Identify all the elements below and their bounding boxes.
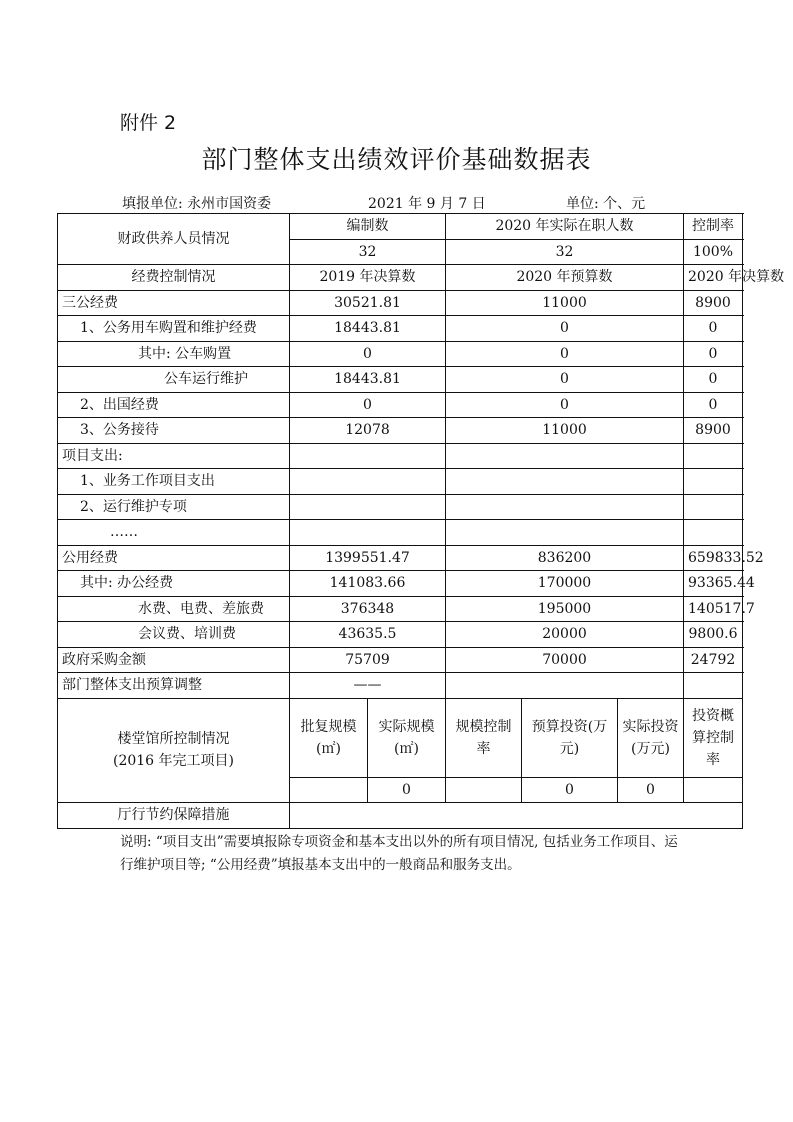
row-value: 9800.6 — [684, 622, 743, 648]
row-value: 1399551.47 — [290, 545, 446, 571]
row-value: 43635.5 — [290, 622, 446, 648]
staff-value: 32 — [446, 239, 684, 265]
row-value: 170000 — [446, 571, 684, 597]
row-value — [446, 494, 684, 520]
row-value: 18443.81 — [290, 367, 446, 393]
building-value — [684, 777, 743, 803]
row-value: 659833.52 — [684, 545, 743, 571]
table-row — [58, 367, 743, 393]
building-label-line2: (2016 年完工项目) — [112, 753, 234, 770]
row-value: 0 — [290, 341, 446, 367]
row-value: 140517.7 — [684, 596, 743, 622]
building-header: 批复规模(㎡) — [290, 698, 368, 777]
building-value: 0 — [618, 777, 684, 803]
table-row — [58, 443, 743, 469]
filing-unit: 填报单位: 永州市国资委 — [122, 196, 272, 212]
building-label-line1: 楼堂馆所控制情况 — [117, 731, 230, 748]
row-label: 1、公务用车购置和维护经费 — [58, 316, 290, 342]
table-row — [58, 469, 743, 495]
row-value: 141083.66 — [290, 571, 446, 597]
budget-adjust-label: 部门整体支出预算调整 — [58, 673, 290, 699]
table-row — [58, 571, 743, 597]
table-row — [58, 596, 743, 622]
row-label: 会议费、培训费 — [58, 622, 290, 648]
building-value: 0 — [522, 777, 618, 803]
staff-value: 100% — [684, 239, 743, 265]
row-value: 8900 — [684, 418, 743, 444]
row-value — [684, 469, 743, 495]
row-value: 0 — [684, 367, 743, 393]
savings-row — [58, 803, 743, 829]
row-label: 1、业务工作项目支出 — [58, 469, 290, 495]
expense-header-row — [58, 265, 743, 291]
row-label: …… — [58, 520, 290, 546]
row-value — [684, 520, 743, 546]
row-value — [446, 520, 684, 546]
table-row — [58, 341, 743, 367]
row-value — [684, 443, 743, 469]
row-value — [290, 469, 446, 495]
attachment-label: 附件 2 — [120, 112, 177, 134]
row-value: 70000 — [446, 647, 684, 673]
savings-label: 厅行节约保障措施 — [58, 803, 290, 829]
row-value: 195000 — [446, 596, 684, 622]
explanation-note: 说明: “项目支出”需要填报除专项资金和基本支出以外的所有项目情况, 包括业务工作项目、运行维护项目等; “公用经费”填报基本支出中的一般商品和服务支出。 — [120, 834, 678, 873]
row-value: 0 — [446, 392, 684, 418]
row-label: 三公经费 — [58, 290, 290, 316]
building-header-row — [58, 698, 743, 777]
building-header: 实际投资(万元) — [618, 698, 684, 777]
budget-adjust-value: —— — [290, 673, 446, 699]
row-value: 11000 — [446, 418, 684, 444]
row-value — [446, 469, 684, 495]
building-header: 投资概算控制率 — [684, 698, 743, 777]
row-label: 水费、电费、差旅费 — [58, 596, 290, 622]
staff-header: 控制率 — [684, 214, 743, 240]
row-value: 24792 — [684, 647, 743, 673]
savings-value — [290, 803, 743, 829]
building-label — [58, 698, 290, 803]
expense-header: 2019 年决算数 — [290, 265, 446, 291]
row-value — [684, 494, 743, 520]
table-row — [58, 520, 743, 546]
table-row — [58, 647, 743, 673]
row-value: 75709 — [290, 647, 446, 673]
row-label: 公用经费 — [58, 545, 290, 571]
building-header: 规模控制率 — [446, 698, 522, 777]
row-label: 2、运行维护专项 — [58, 494, 290, 520]
row-value — [446, 443, 684, 469]
row-value — [290, 520, 446, 546]
row-label: 3、公务接待 — [58, 418, 290, 444]
building-value — [446, 777, 522, 803]
building-header: 实际规模(㎡) — [368, 698, 446, 777]
row-label: 2、出国经费 — [58, 392, 290, 418]
row-value: 0 — [684, 316, 743, 342]
staff-label: 财政供养人员情况 — [58, 214, 290, 265]
building-value: 0 — [368, 777, 446, 803]
row-value: 0 — [446, 316, 684, 342]
row-value: 0 — [446, 367, 684, 393]
expense-header: 2020 年预算数 — [446, 265, 684, 291]
row-value: 376348 — [290, 596, 446, 622]
row-value — [290, 443, 446, 469]
row-label: 其中: 办公经费 — [58, 571, 290, 597]
data-table — [57, 213, 785, 829]
expense-label: 经费控制情况 — [58, 265, 290, 291]
row-value: 0 — [446, 341, 684, 367]
staff-value: 32 — [290, 239, 446, 265]
row-value: 8900 — [684, 290, 743, 316]
table-row — [58, 316, 743, 342]
row-value: 11000 — [446, 290, 684, 316]
row-label: 其中: 公车购置 — [58, 341, 290, 367]
page-title: 部门整体支出绩效评价基础数据表 — [201, 145, 592, 174]
row-label: 公车运行维护 — [58, 367, 290, 393]
budget-adjust-row — [58, 673, 743, 699]
staff-header: 2020 年实际在职人数 — [446, 214, 684, 240]
table-row — [58, 418, 743, 444]
row-value: 93365.44 — [684, 571, 743, 597]
table-row — [58, 392, 743, 418]
row-label: 政府采购金额 — [58, 647, 290, 673]
row-value — [290, 494, 446, 520]
currency-units: 单位: 个、元 — [566, 196, 646, 212]
staff-header-row — [58, 214, 743, 240]
filing-date: 2021 年 9 月 7 日 — [368, 196, 486, 212]
building-value — [290, 777, 368, 803]
row-value: 20000 — [446, 622, 684, 648]
table-row — [58, 545, 743, 571]
row-value: 12078 — [290, 418, 446, 444]
row-value: 836200 — [446, 545, 684, 571]
building-header: 预算投资(万元) — [522, 698, 618, 777]
staff-header: 编制数 — [290, 214, 446, 240]
row-value: 0 — [684, 392, 743, 418]
table-row — [58, 622, 743, 648]
table-row — [58, 290, 743, 316]
row-value: 0 — [290, 392, 446, 418]
row-value: 18443.81 — [290, 316, 446, 342]
row-value: 0 — [684, 341, 743, 367]
expense-header: 2020 年决算数 — [684, 265, 743, 291]
row-value: 30521.81 — [290, 290, 446, 316]
row-label: 项目支出: — [58, 443, 290, 469]
table-row — [58, 494, 743, 520]
